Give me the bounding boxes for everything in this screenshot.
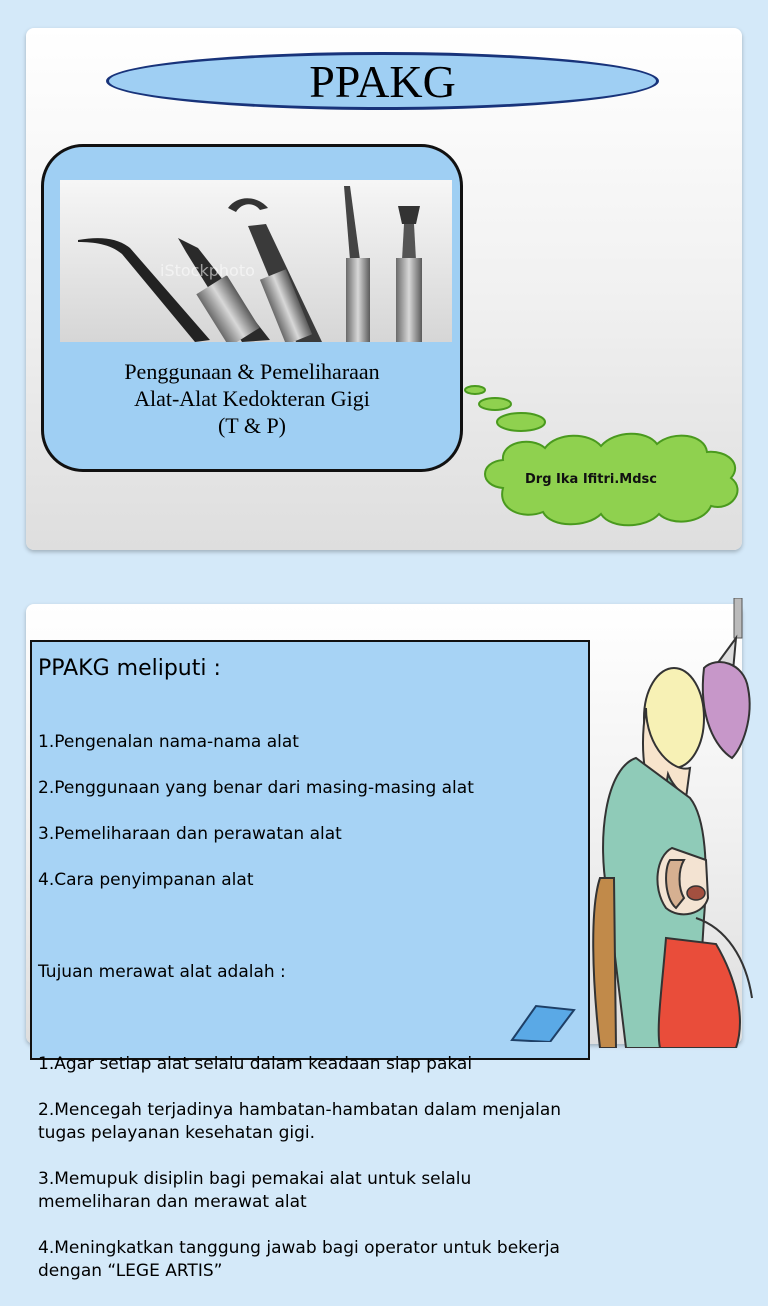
- caption-line-3: (T & P): [217, 413, 287, 438]
- caption-line-2: Alat-Alat Kedokteran Gigi: [134, 386, 370, 411]
- list-item: 3.Pemeliharaan dan perawatan alat: [38, 824, 342, 844]
- slide-1: [26, 28, 742, 550]
- goal-item: 2.Mencegah terjadinya hambatan-hambatan dalam menjalan tugas pelayanan kesehatan gigi.: [38, 1100, 562, 1143]
- slide-caption: [56, 358, 448, 439]
- dentist-illustration: [586, 598, 756, 1048]
- slide2-heading: PPAKG meliputi :: [38, 656, 221, 681]
- photo-watermark: iStockphoto: [160, 261, 255, 280]
- list-item: 1.Pengenalan nama-nama alat: [38, 732, 299, 752]
- callout-arrow: [506, 1002, 576, 1042]
- goal-item: 4.Meningkatkan tanggung jawab bagi operator untuk bekerja dengan “LEGE ARTIS”: [38, 1238, 560, 1281]
- goal-item: 3.Memupuk disiplin bagi pemakai alat untuk selalu memeliharan dan merawat alat: [38, 1169, 472, 1212]
- dental-instruments-photo: [60, 180, 452, 342]
- list-item: 4.Cara penyimpanan alat: [38, 870, 254, 890]
- list-item: 2.Penggunaan yang benar dari masing-masing alat: [38, 778, 474, 798]
- thought-cloud: [451, 378, 751, 528]
- author-label: Drg Ika Ifitri.Mdsc: [525, 472, 657, 487]
- goal-item: 1.Agar setiap alat selalu dalam keadaan siap pakai: [38, 1054, 473, 1074]
- slide2-content: [38, 708, 578, 1306]
- subheading: Tujuan merawat alat adalah :: [38, 962, 286, 982]
- caption-line-1: Penggunaan & Pemeliharaan: [124, 359, 380, 384]
- slide-title: PPAKG: [309, 55, 456, 107]
- slide-2: [26, 604, 742, 1281]
